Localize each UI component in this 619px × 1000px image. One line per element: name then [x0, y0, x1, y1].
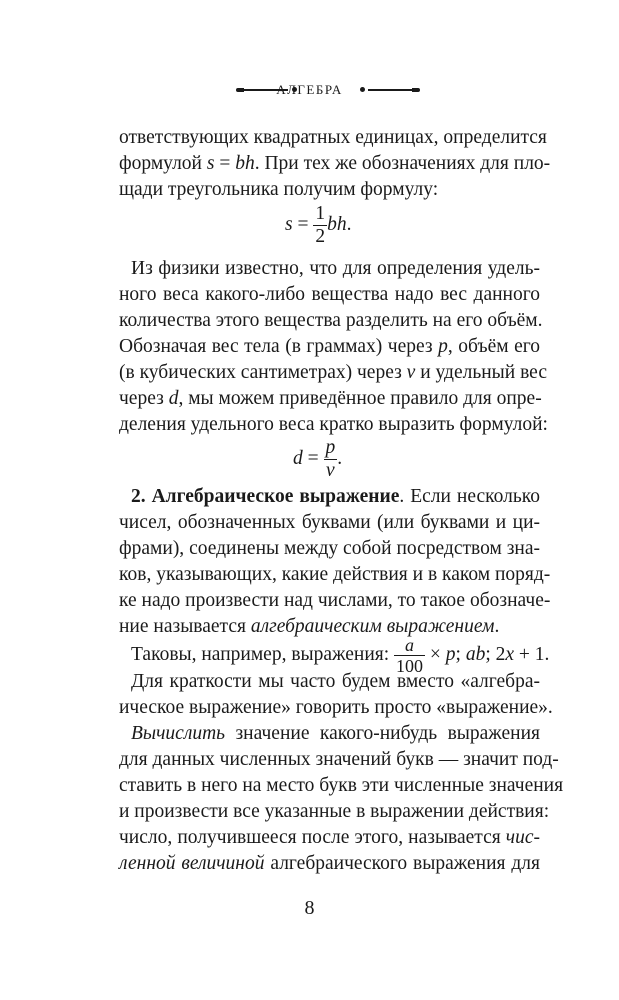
text-line: чисел, обозначенных буквами (или буквами и ци- — [119, 512, 540, 533]
term-evaluate: Вычислить — [131, 723, 226, 744]
page-number: 8 — [304, 897, 315, 919]
text-line: формулой s = bh. При тех же обозначениях для пло- — [119, 153, 551, 174]
text-line: ние называется алгебраическим выражением. — [119, 616, 500, 637]
text-line: для данных численных значений букв — значит под- — [119, 749, 559, 770]
text-line: ного веса какого-либо вещества надо вес данного — [119, 284, 540, 305]
text-line: ставить в него на место букв эти численные значения — [119, 775, 564, 796]
term-numeric-value-part2: ленной величиной — [119, 853, 265, 874]
text-line: ответствующих квадратных единицах, определится — [119, 127, 547, 148]
variable-p: p — [438, 336, 448, 357]
text-line: и произвести все указанные в выражении действия: — [119, 801, 550, 822]
text-line: фрами), соединены между собой посредством зна- — [119, 538, 540, 559]
running-head — [0, 80, 619, 100]
text-line: Вычислить значение какого-нибудь выражения — [131, 723, 540, 744]
text-line: (в кубических сантиметрах) через v и удельный вес — [119, 362, 547, 383]
fraction-one-half: $\frac{1}{2}$ — [315, 203, 326, 247]
text-line: щади треугольника получим формулу: — [119, 179, 439, 200]
text-line: Обозначая вес тела (в граммах) через p, объём его — [119, 336, 541, 357]
fraction-p-over-v: $\frac{p}{v}$ — [325, 437, 336, 481]
running-head-title: АЛГЕБРА — [276, 82, 343, 97]
term-numeric-value-part1: чис- — [505, 827, 540, 848]
variable-v: v — [406, 362, 416, 383]
variable-bh: bh — [235, 153, 255, 174]
text-line: 2. Алгебраическое выражение. Если несколько — [131, 486, 540, 507]
text-line: ленной величиной алгебраического выражения для — [119, 853, 540, 874]
variable-s: s — [206, 153, 215, 174]
text-line: через d, мы можем приведённое правило для опре- — [119, 388, 542, 409]
text-line: деления удельного веса кратко выразить формулой: — [119, 414, 548, 435]
fraction-a-over-100: $\frac{a}{100}$ — [396, 635, 424, 677]
text-line: Для краткости мы часто будем вместо «алгебра- — [131, 671, 540, 692]
section-heading: 2. Алгебраическое выражение — [131, 486, 400, 507]
ornament-dot-right — [360, 87, 365, 92]
text-line: количества этого вещества разделить на его объём. — [119, 310, 543, 331]
ornament-rule-right — [368, 89, 412, 91]
text-line: ков, указывающих, какие действия и в каком поряд- — [119, 564, 551, 585]
term-algebraic-expression: алгебраическим выражением — [250, 616, 495, 637]
formula-triangle-area: s = $\frac{1}{2}$ bh. — [285, 203, 352, 247]
variable-d: d — [168, 388, 179, 409]
text-line: число, получившееся после этого, называется чис- — [119, 827, 540, 848]
text-line: ическое выражение» говорить просто «выражение». — [119, 697, 553, 718]
text-line: Из физики известно, что для определения удель- — [131, 258, 540, 279]
examples-line: Таковы, например, выражения: $\frac{a}{100}$ × p; ab; 2x + 1. — [131, 635, 550, 677]
formula-specific-weight: d = $\frac{p}{v}$ . — [293, 437, 343, 481]
text-line: ке надо произвести над числами, то такое обозначе- — [119, 590, 551, 611]
